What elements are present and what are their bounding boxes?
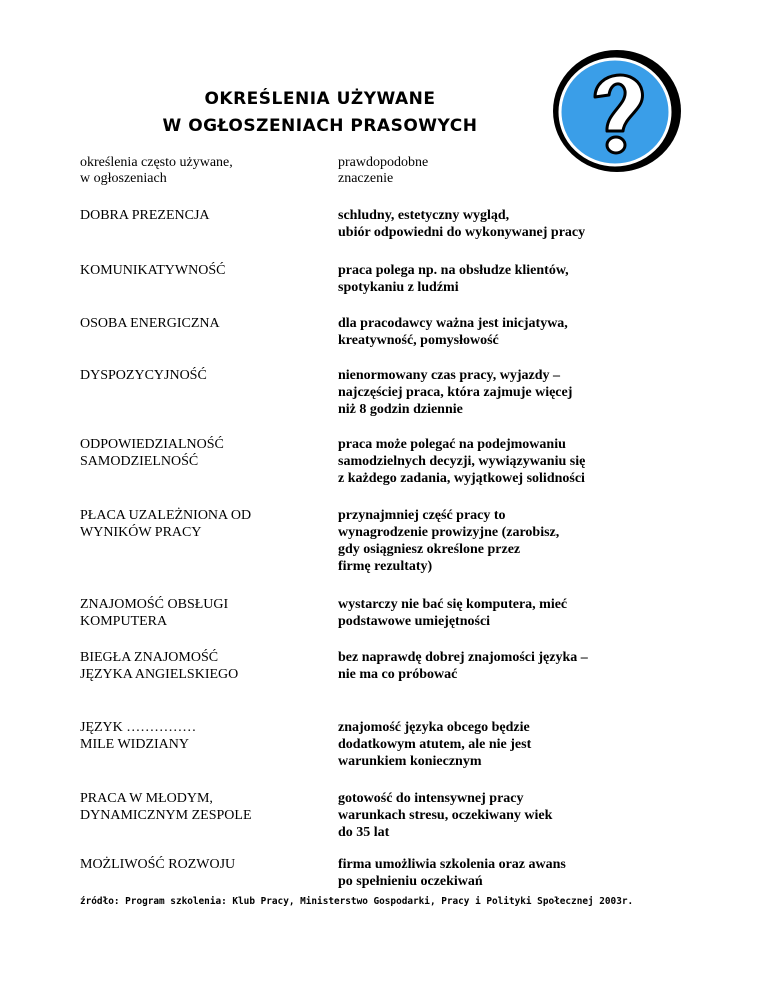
header-meaning: prawdopodobne znaczenie [338,155,429,186]
term-cell: PRACA W MŁODYM, DYNAMICZNYM ZESPOLE [80,791,252,823]
meaning-cell: firma umożliwia szkolenia oraz awans po spełnieniu oczekiwań [338,857,566,889]
meaning-cell: praca może polegać na podejmowaniu samodzielnych decyzji, wywiązywaniu się z każdego zadania, wyjątkowej solidności [338,437,586,486]
meaning-cell: przynajmniej część pracy to wynagrodzenie prowizyjne (zarobisz, gdy osiągniesz określone przez firmę rezultaty) [338,508,560,574]
meaning-cell: dla pracodawcy ważna jest inicjatywa, kreatywność, pomysłowość [338,316,568,348]
source-note: źródło: Program szkolenia: Klub Pracy, Ministerstwo Gospodarki, Pracy i Polityki Społecznej 2003r. [80,896,634,907]
term-cell: ZNAJOMOŚĆ OBSŁUGI KOMPUTERA [80,597,229,629]
meaning-cell: nienormowany czas pracy, wyjazdy – najczęściej praca, która zajmuje więcej niż 8 godzin dziennie [338,368,573,417]
term-cell: JĘZYK …………… MILE WIDZIANY [80,720,197,752]
header-terms: określenia często używane, w ogłoszeniach [80,155,233,186]
meaning-cell: schludny, estetyczny wygląd, ubiór odpowiedni do wykonywanej pracy [338,208,586,240]
term-cell: PŁACA UZALEŻNIONA OD WYNIKÓW PRACY [80,508,252,540]
meaning-cell: praca polega np. na obsłudze klientów, spotykaniu z ludźmi [338,263,569,295]
page-title-line-1: OKREŚLENIA UŻYWANE [204,89,436,109]
meaning-cell: znajomość języka obcego będzie dodatkowym atutem, ale nie jest warunkiem koniecznym [338,720,532,769]
term-cell: ODPOWIEDZIALNOŚĆ SAMODZIELNOŚĆ [80,437,224,469]
term-cell: DOBRA PREZENCJA [80,208,210,223]
question-mark-icon [548,45,686,177]
page-title-line-2: W OGŁOSZENIACH PRASOWYCH [162,116,478,136]
term-cell: OSOBA ENERGICZNA [80,316,220,331]
meaning-cell: gotowość do intensywnej pracy warunkach stresu, oczekiwany wiek do 35 lat [338,791,553,840]
meaning-cell: wystarczy nie bać się komputera, mieć podstawowe umiejętności [338,597,568,629]
term-cell: MOŻLIWOŚĆ ROZWOJU [80,857,236,872]
term-cell: BIEGŁA ZNAJOMOŚĆ JĘZYKA ANGIELSKIEGO [80,650,239,682]
meaning-cell: bez naprawdę dobrej znajomości języka – nie ma co próbować [338,650,588,682]
term-cell: KOMUNIKATYWNOŚĆ [80,263,226,278]
term-cell: DYSPOZYCYJNOŚĆ [80,368,207,383]
